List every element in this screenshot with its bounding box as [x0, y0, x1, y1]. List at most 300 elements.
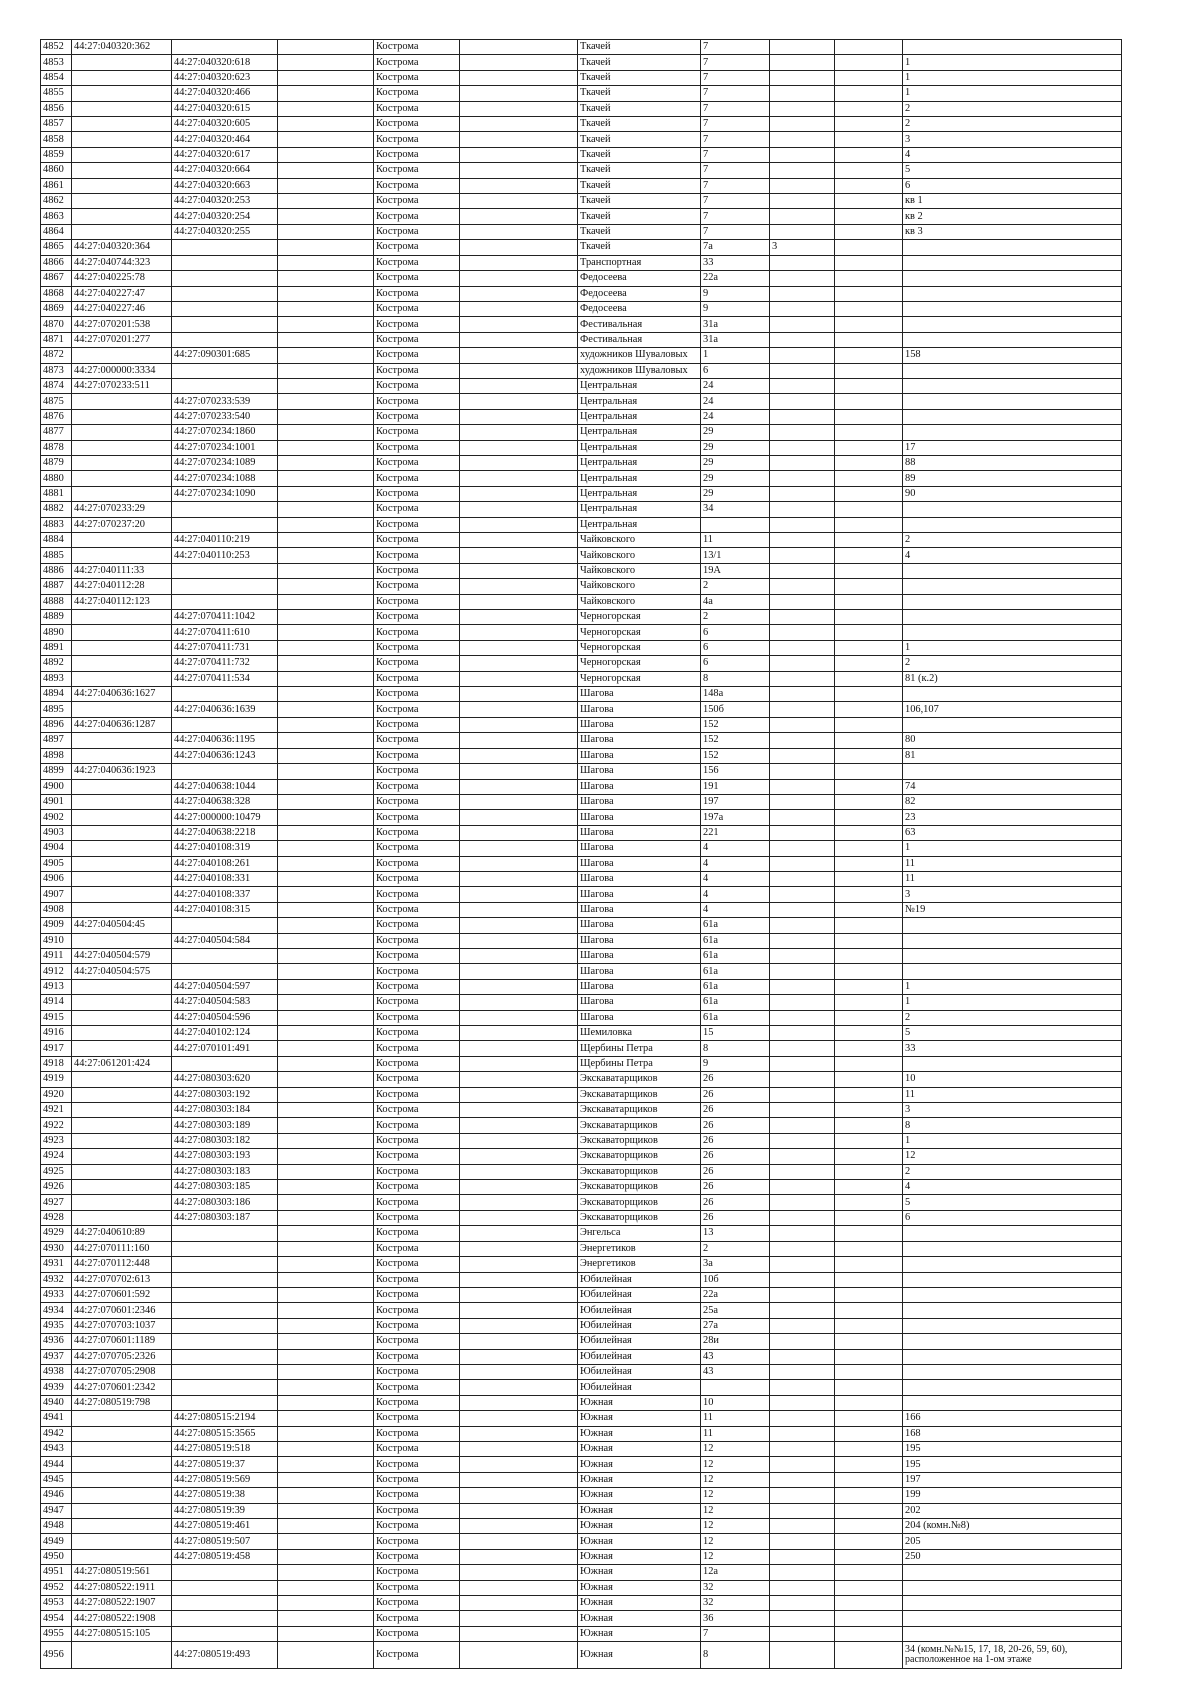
premises-cadastral-number-cell — [172, 1272, 278, 1287]
house-number-cell: 6 — [701, 625, 770, 640]
table-row — [41, 1488, 1122, 1503]
house-number-cell: 24 — [701, 409, 770, 424]
building-cadastral-number-cell: 44:27:070111:160 — [72, 1241, 172, 1256]
building-letter-cell — [770, 871, 835, 886]
table-row — [41, 1118, 1122, 1133]
premises-cadastral-number-cell: 44:27:040108:315 — [172, 902, 278, 917]
street-cell: Шемиловка — [578, 1026, 701, 1041]
city-cell: Кострома — [374, 764, 460, 779]
row-number-cell: 4922 — [41, 1118, 72, 1133]
premises-cadastral-number-cell — [172, 1226, 278, 1241]
street-cell: Шагова — [578, 779, 701, 794]
table-row — [41, 717, 1122, 732]
row-number-cell: 4935 — [41, 1318, 72, 1333]
premises-cadastral-number-cell: 44:27:040320:615 — [172, 101, 278, 116]
row-number-cell: 4932 — [41, 1272, 72, 1287]
city-cell: Кострома — [374, 1287, 460, 1302]
empty-cell — [835, 1087, 903, 1102]
empty-cell — [278, 887, 374, 902]
city-cell: Кострома — [374, 1041, 460, 1056]
table-row — [41, 933, 1122, 948]
building-letter-cell — [770, 1257, 835, 1272]
empty-cell — [835, 625, 903, 640]
premises-cadastral-number-cell — [172, 363, 278, 378]
empty-cell — [278, 1041, 374, 1056]
apartment-number-cell — [903, 1241, 1122, 1256]
empty-cell — [460, 117, 578, 132]
row-number-cell: 4942 — [41, 1426, 72, 1441]
apartment-number-cell — [903, 378, 1122, 393]
row-number-cell: 4873 — [41, 363, 72, 378]
house-number-cell: 31а — [701, 317, 770, 332]
building-cadastral-number-cell: 44:27:070201:538 — [72, 317, 172, 332]
row-number-cell: 4910 — [41, 933, 72, 948]
building-letter-cell — [770, 1056, 835, 1071]
building-letter-cell — [770, 117, 835, 132]
empty-cell — [278, 1534, 374, 1549]
house-number-cell: 32 — [701, 1596, 770, 1611]
empty-cell — [835, 394, 903, 409]
building-cadastral-number-cell: 44:27:040636:1287 — [72, 717, 172, 732]
building-letter-cell — [770, 1010, 835, 1025]
building-letter-cell — [770, 779, 835, 794]
row-number-cell: 4893 — [41, 671, 72, 686]
empty-cell — [835, 948, 903, 963]
building-cadastral-number-cell: 44:27:080522:1907 — [72, 1596, 172, 1611]
empty-cell — [460, 1318, 578, 1333]
table-row — [41, 1364, 1122, 1379]
street-cell: Центральная — [578, 455, 701, 470]
empty-cell — [460, 1010, 578, 1025]
premises-cadastral-number-cell — [172, 517, 278, 532]
empty-cell — [835, 317, 903, 332]
building-letter-cell — [770, 1611, 835, 1626]
table-row — [41, 1257, 1122, 1272]
empty-cell — [460, 1133, 578, 1148]
empty-cell — [278, 486, 374, 501]
house-number-cell: 29 — [701, 486, 770, 501]
premises-cadastral-number-cell: 44:27:080303:183 — [172, 1164, 278, 1179]
empty-cell — [460, 224, 578, 239]
table-row — [41, 378, 1122, 393]
city-cell: Кострома — [374, 594, 460, 609]
table-row — [41, 1411, 1122, 1426]
house-number-cell: 2 — [701, 579, 770, 594]
street-cell: Шагова — [578, 687, 701, 702]
apartment-number-cell: 195 — [903, 1457, 1122, 1472]
house-number-cell: 152 — [701, 748, 770, 763]
house-number-cell: 26 — [701, 1210, 770, 1225]
empty-cell — [278, 55, 374, 70]
premises-cadastral-number-cell — [172, 1334, 278, 1349]
premises-cadastral-number-cell — [172, 1241, 278, 1256]
table-row — [41, 640, 1122, 655]
building-cadastral-number-cell — [72, 209, 172, 224]
city-cell: Кострома — [374, 1195, 460, 1210]
apartment-number-cell: 1 — [903, 1133, 1122, 1148]
house-number-cell: 43 — [701, 1364, 770, 1379]
row-number-cell: 4938 — [41, 1364, 72, 1379]
empty-cell — [278, 1349, 374, 1364]
row-number-cell: 4916 — [41, 1026, 72, 1041]
empty-cell — [835, 1395, 903, 1410]
building-letter-cell — [770, 1534, 835, 1549]
building-cadastral-number-cell: 44:27:040225:78 — [72, 271, 172, 286]
building-cadastral-number-cell — [72, 440, 172, 455]
premises-cadastral-number-cell — [172, 687, 278, 702]
empty-cell — [835, 132, 903, 147]
empty-cell — [278, 779, 374, 794]
empty-cell — [278, 1149, 374, 1164]
row-number-cell: 4901 — [41, 794, 72, 809]
apartment-number-cell — [903, 1334, 1122, 1349]
building-letter-cell — [770, 1426, 835, 1441]
building-cadastral-number-cell: 44:27:070703:1037 — [72, 1318, 172, 1333]
empty-cell — [460, 440, 578, 455]
table-row — [41, 1426, 1122, 1441]
street-cell: Щербины Петра — [578, 1056, 701, 1071]
premises-cadastral-number-cell — [172, 717, 278, 732]
row-number-cell: 4883 — [41, 517, 72, 532]
city-cell: Кострома — [374, 702, 460, 717]
premises-cadastral-number-cell — [172, 1364, 278, 1379]
empty-cell — [835, 563, 903, 578]
row-number-cell: 4892 — [41, 656, 72, 671]
apartment-number-cell: 89 — [903, 471, 1122, 486]
empty-cell — [278, 1519, 374, 1534]
premises-cadastral-number-cell: 44:27:080519:39 — [172, 1503, 278, 1518]
table-row — [41, 255, 1122, 270]
table-row — [41, 779, 1122, 794]
street-cell: Южная — [578, 1611, 701, 1626]
apartment-number-cell: 1 — [903, 55, 1122, 70]
row-number-cell: 4951 — [41, 1565, 72, 1580]
apartment-number-cell: 11 — [903, 1087, 1122, 1102]
table-row — [41, 1395, 1122, 1410]
empty-cell — [278, 471, 374, 486]
street-cell: Ткачей — [578, 178, 701, 193]
premises-cadastral-number-cell: 44:27:040102:124 — [172, 1026, 278, 1041]
city-cell: Кострома — [374, 1149, 460, 1164]
street-cell: Шагова — [578, 764, 701, 779]
empty-cell — [835, 1642, 903, 1669]
street-cell: Экскаваторщиков — [578, 1133, 701, 1148]
apartment-number-cell: 1 — [903, 640, 1122, 655]
street-cell: Ткачей — [578, 240, 701, 255]
premises-cadastral-number-cell: 44:27:080303:192 — [172, 1087, 278, 1102]
row-number-cell: 4902 — [41, 810, 72, 825]
city-cell: Кострома — [374, 1642, 460, 1669]
building-letter-cell — [770, 656, 835, 671]
house-number-cell: 29 — [701, 440, 770, 455]
building-cadastral-number-cell — [72, 1488, 172, 1503]
building-letter-cell — [770, 301, 835, 316]
house-number-cell: 28и — [701, 1334, 770, 1349]
empty-cell — [460, 1565, 578, 1580]
empty-cell — [460, 55, 578, 70]
premises-cadastral-number-cell: 44:27:040504:584 — [172, 933, 278, 948]
street-cell: Экскаватарщиков — [578, 1072, 701, 1087]
building-letter-cell — [770, 1287, 835, 1302]
empty-cell — [278, 856, 374, 871]
city-cell: Кострома — [374, 1611, 460, 1626]
empty-cell — [835, 409, 903, 424]
table-row — [41, 86, 1122, 101]
premises-cadastral-number-cell: 44:27:080303:189 — [172, 1118, 278, 1133]
row-number-cell: 4930 — [41, 1241, 72, 1256]
city-cell: Кострома — [374, 841, 460, 856]
row-number-cell: 4906 — [41, 871, 72, 886]
empty-cell — [460, 964, 578, 979]
street-cell: Черногорская — [578, 640, 701, 655]
empty-cell — [460, 517, 578, 532]
table-row — [41, 471, 1122, 486]
empty-cell — [835, 1149, 903, 1164]
empty-cell — [835, 378, 903, 393]
house-number-cell: 26 — [701, 1195, 770, 1210]
building-letter-cell — [770, 425, 835, 440]
empty-cell — [835, 964, 903, 979]
row-number-cell: 4881 — [41, 486, 72, 501]
table-row — [41, 733, 1122, 748]
apartment-number-cell — [903, 317, 1122, 332]
city-cell: Кострома — [374, 1241, 460, 1256]
building-letter-cell — [770, 856, 835, 871]
empty-cell — [278, 409, 374, 424]
street-cell: Ткачей — [578, 117, 701, 132]
table-row — [41, 286, 1122, 301]
city-cell: Кострома — [374, 301, 460, 316]
premises-cadastral-number-cell — [172, 255, 278, 270]
building-cadastral-number-cell — [72, 671, 172, 686]
empty-cell — [278, 625, 374, 640]
building-letter-cell — [770, 40, 835, 55]
premises-cadastral-number-cell: 44:27:070233:540 — [172, 409, 278, 424]
building-cadastral-number-cell: 44:27:070702:613 — [72, 1272, 172, 1287]
building-cadastral-number-cell — [72, 702, 172, 717]
house-number-cell: 6 — [701, 640, 770, 655]
premises-cadastral-number-cell: 44:27:040320:664 — [172, 163, 278, 178]
apartment-number-cell — [903, 1596, 1122, 1611]
street-cell: Южная — [578, 1457, 701, 1472]
street-cell: Ткачей — [578, 163, 701, 178]
street-cell: Экскаваторщиков — [578, 1180, 701, 1195]
building-letter-cell — [770, 271, 835, 286]
table-row — [41, 517, 1122, 532]
empty-cell — [835, 1180, 903, 1195]
row-number-cell: 4926 — [41, 1180, 72, 1195]
city-cell: Кострома — [374, 286, 460, 301]
house-number-cell: 197а — [701, 810, 770, 825]
premises-cadastral-number-cell — [172, 1580, 278, 1595]
apartment-number-cell — [903, 332, 1122, 347]
empty-cell — [835, 887, 903, 902]
city-cell: Кострома — [374, 902, 460, 917]
apartment-number-cell: 11 — [903, 856, 1122, 871]
building-letter-cell — [770, 1457, 835, 1472]
city-cell: Кострома — [374, 748, 460, 763]
empty-cell — [460, 1026, 578, 1041]
building-letter-cell — [770, 1626, 835, 1641]
city-cell: Кострома — [374, 825, 460, 840]
building-cadastral-number-cell — [72, 1041, 172, 1056]
empty-cell — [460, 1118, 578, 1133]
empty-cell — [835, 1287, 903, 1302]
premises-cadastral-number-cell: 44:27:040320:255 — [172, 224, 278, 239]
empty-cell — [835, 702, 903, 717]
row-number-cell: 4860 — [41, 163, 72, 178]
row-number-cell: 4900 — [41, 779, 72, 794]
empty-cell — [278, 671, 374, 686]
table-row — [41, 1349, 1122, 1364]
apartment-number-cell — [903, 517, 1122, 532]
building-letter-cell — [770, 902, 835, 917]
city-cell: Кострома — [374, 1303, 460, 1318]
row-number-cell: 4931 — [41, 1257, 72, 1272]
city-cell: Кострома — [374, 964, 460, 979]
house-number-cell: 13 — [701, 1226, 770, 1241]
empty-cell — [835, 147, 903, 162]
street-cell: Чайковского — [578, 579, 701, 594]
empty-cell — [278, 1133, 374, 1148]
empty-cell — [460, 1580, 578, 1595]
table-row — [41, 332, 1122, 347]
table-row — [41, 1565, 1122, 1580]
table-row — [41, 1056, 1122, 1071]
empty-cell — [835, 1441, 903, 1456]
premises-cadastral-number-cell: 44:27:080515:3565 — [172, 1426, 278, 1441]
premises-cadastral-number-cell: 44:27:040504:583 — [172, 995, 278, 1010]
building-letter-cell — [770, 794, 835, 809]
empty-cell — [278, 764, 374, 779]
row-number-cell: 4852 — [41, 40, 72, 55]
house-number-cell: 7 — [701, 224, 770, 239]
empty-cell — [460, 594, 578, 609]
empty-cell — [835, 271, 903, 286]
empty-cell — [460, 1164, 578, 1179]
empty-cell — [278, 1334, 374, 1349]
empty-cell — [460, 394, 578, 409]
building-letter-cell — [770, 1334, 835, 1349]
building-letter-cell — [770, 671, 835, 686]
empty-cell — [278, 1180, 374, 1195]
premises-cadastral-number-cell: 44:27:070234:1090 — [172, 486, 278, 501]
row-number-cell: 4872 — [41, 348, 72, 363]
apartment-number-cell — [903, 948, 1122, 963]
city-cell: Кострома — [374, 625, 460, 640]
building-cadastral-number-cell — [72, 1519, 172, 1534]
row-number-cell: 4927 — [41, 1195, 72, 1210]
street-cell: Юбилейная — [578, 1303, 701, 1318]
apartment-number-cell: 88 — [903, 455, 1122, 470]
building-letter-cell — [770, 764, 835, 779]
premises-cadastral-number-cell: 44:27:040320:464 — [172, 132, 278, 147]
building-cadastral-number-cell: 44:27:040320:364 — [72, 240, 172, 255]
premises-cadastral-number-cell — [172, 1565, 278, 1580]
city-cell: Кострома — [374, 317, 460, 332]
building-letter-cell — [770, 1026, 835, 1041]
street-cell: Южная — [578, 1519, 701, 1534]
row-number-cell: 4921 — [41, 1103, 72, 1118]
empty-cell — [835, 640, 903, 655]
street-cell: Южная — [578, 1472, 701, 1487]
empty-cell — [278, 1287, 374, 1302]
empty-cell — [460, 702, 578, 717]
city-cell: Кострома — [374, 1457, 460, 1472]
empty-cell — [460, 1596, 578, 1611]
building-cadastral-number-cell — [72, 979, 172, 994]
building-cadastral-number-cell: 44:27:080522:1908 — [72, 1611, 172, 1626]
empty-cell — [835, 1272, 903, 1287]
house-number-cell: 10б — [701, 1272, 770, 1287]
table-row — [41, 70, 1122, 85]
empty-cell — [835, 517, 903, 532]
empty-cell — [835, 1195, 903, 1210]
row-number-cell: 4864 — [41, 224, 72, 239]
table-row — [41, 1503, 1122, 1518]
table-row — [41, 317, 1122, 332]
city-cell: Кострома — [374, 1580, 460, 1595]
table-row — [41, 1272, 1122, 1287]
apartment-number-cell: 5 — [903, 1026, 1122, 1041]
building-cadastral-number-cell — [72, 1195, 172, 1210]
building-cadastral-number-cell — [72, 610, 172, 625]
building-letter-cell — [770, 101, 835, 116]
building-letter-cell — [770, 1226, 835, 1241]
house-number-cell: 22а — [701, 1287, 770, 1302]
premises-cadastral-number-cell: 44:27:070234:1088 — [172, 471, 278, 486]
house-number-cell: 26 — [701, 1072, 770, 1087]
building-letter-cell — [770, 610, 835, 625]
apartment-number-cell: 2 — [903, 117, 1122, 132]
empty-cell — [460, 733, 578, 748]
house-number-cell: 2 — [701, 610, 770, 625]
building-cadastral-number-cell: 44:27:040744:323 — [72, 255, 172, 270]
empty-cell — [460, 748, 578, 763]
empty-cell — [278, 332, 374, 347]
building-cadastral-number-cell: 44:27:040227:47 — [72, 286, 172, 301]
empty-cell — [278, 902, 374, 917]
premises-cadastral-number-cell: 44:27:070411:731 — [172, 640, 278, 655]
apartment-number-cell: 80 — [903, 733, 1122, 748]
street-cell: Федосеева — [578, 271, 701, 286]
apartment-number-cell — [903, 964, 1122, 979]
empty-cell — [835, 1472, 903, 1487]
city-cell: Кострома — [374, 55, 460, 70]
table-row — [41, 856, 1122, 871]
apartment-number-cell — [903, 1257, 1122, 1272]
premises-cadastral-number-cell: 44:27:040638:2218 — [172, 825, 278, 840]
street-cell: Фестивальная — [578, 317, 701, 332]
street-cell: Шагова — [578, 933, 701, 948]
apartment-number-cell: 166 — [903, 1411, 1122, 1426]
city-cell: Кострома — [374, 425, 460, 440]
row-number-cell: 4876 — [41, 409, 72, 424]
apartment-number-cell — [903, 425, 1122, 440]
city-cell: Кострома — [374, 687, 460, 702]
empty-cell — [460, 425, 578, 440]
table-row — [41, 1133, 1122, 1148]
building-cadastral-number-cell: 44:27:061201:424 — [72, 1056, 172, 1071]
city-cell: Кострома — [374, 1549, 460, 1564]
row-number-cell: 4945 — [41, 1472, 72, 1487]
street-cell: Экскаватарщиков — [578, 1118, 701, 1133]
empty-cell — [835, 902, 903, 917]
premises-cadastral-number-cell: 44:27:040108:331 — [172, 871, 278, 886]
building-letter-cell — [770, 86, 835, 101]
table-row — [41, 1287, 1122, 1302]
empty-cell — [278, 1364, 374, 1379]
